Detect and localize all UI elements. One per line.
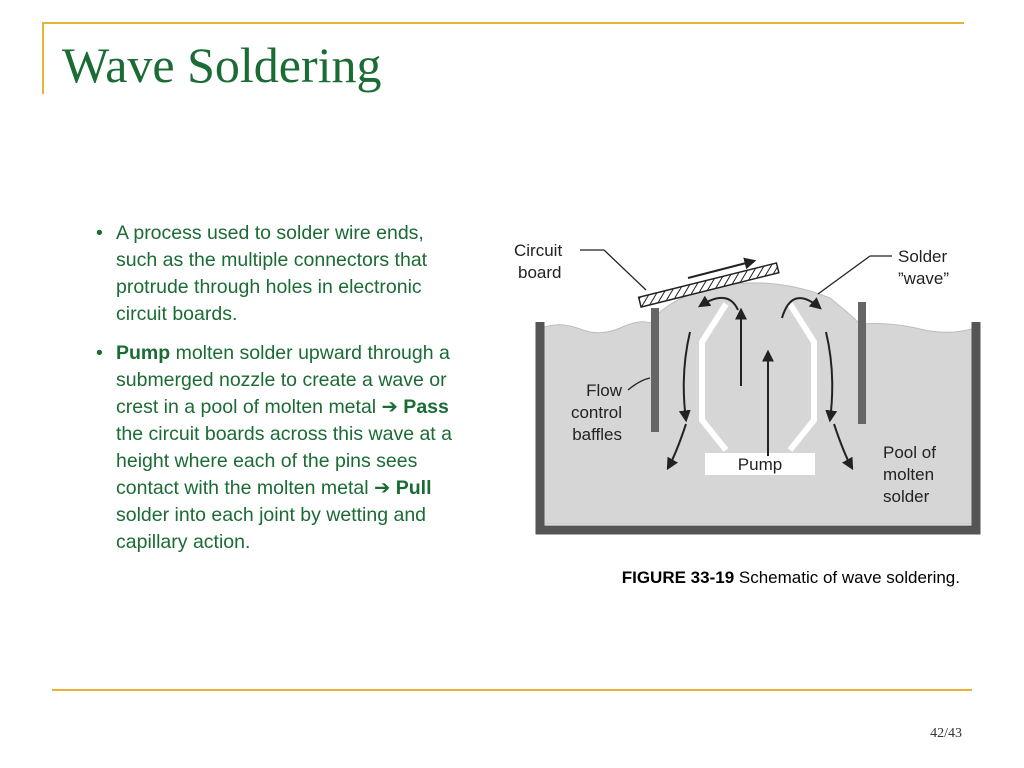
bullet-text-2c: solder into each joint by wetting and capillary action. xyxy=(116,504,427,553)
bullet-dot: • xyxy=(96,342,103,364)
bullet-text-1: A process used to solder wire ends, such as the multiple connectors that protrude through holes in electronic circuit boards. xyxy=(116,222,428,325)
figure-caption-text: Schematic of wave soldering. xyxy=(734,568,960,587)
bottom-rule xyxy=(52,689,972,691)
slide-title: Wave Soldering xyxy=(62,37,382,93)
wave-soldering-schematic xyxy=(500,224,990,546)
label-pump: Pump xyxy=(737,455,783,474)
pull-term: Pull xyxy=(390,477,432,499)
label-pool-2: molten xyxy=(883,465,935,484)
label-circuit-board-2: board xyxy=(518,263,562,282)
solder-wave-leader-diag xyxy=(818,256,870,294)
label-solder-wave-1: Solder xyxy=(898,247,948,266)
figure-number: FIGURE 33-19 xyxy=(621,568,735,587)
label-pool-3: solder xyxy=(883,487,930,506)
bullet-item-1 xyxy=(96,220,458,328)
right-baffle xyxy=(858,302,866,424)
label-flow-1: Flow xyxy=(586,381,622,400)
bullet-text-2a: molten solder upward through a submerged nozzle to create a wave or crest in a pool of molten metal xyxy=(116,342,450,418)
pass-term: Pass xyxy=(397,396,449,418)
wave-soldering-diagram xyxy=(500,224,990,546)
right-arrow-icon: ➔ xyxy=(373,477,391,499)
bullet-dot: • xyxy=(96,222,103,244)
label-circuit-board-1: Circuit xyxy=(514,241,563,260)
left-baffle xyxy=(651,308,659,432)
top-rule xyxy=(42,22,964,24)
left-rule xyxy=(42,22,44,94)
figure-caption xyxy=(520,568,960,588)
label-flow-2: control xyxy=(570,403,622,422)
label-pool-1: Pool of xyxy=(883,443,936,462)
bullet-list xyxy=(96,220,458,568)
label-solder-wave-2: ”wave” xyxy=(898,269,950,288)
right-arrow-icon: ➔ xyxy=(381,396,398,418)
label-flow-3: baffles xyxy=(572,425,622,444)
pump-term: Pump xyxy=(116,342,171,364)
circuit-board-leader-diag xyxy=(604,250,646,290)
bullet-text-2b: the circuit boards across this wave at a height where each of the pins sees contact with the molten metal xyxy=(116,423,452,499)
page-number: 42/43 xyxy=(930,726,962,741)
bullet-item-2 xyxy=(96,340,458,556)
